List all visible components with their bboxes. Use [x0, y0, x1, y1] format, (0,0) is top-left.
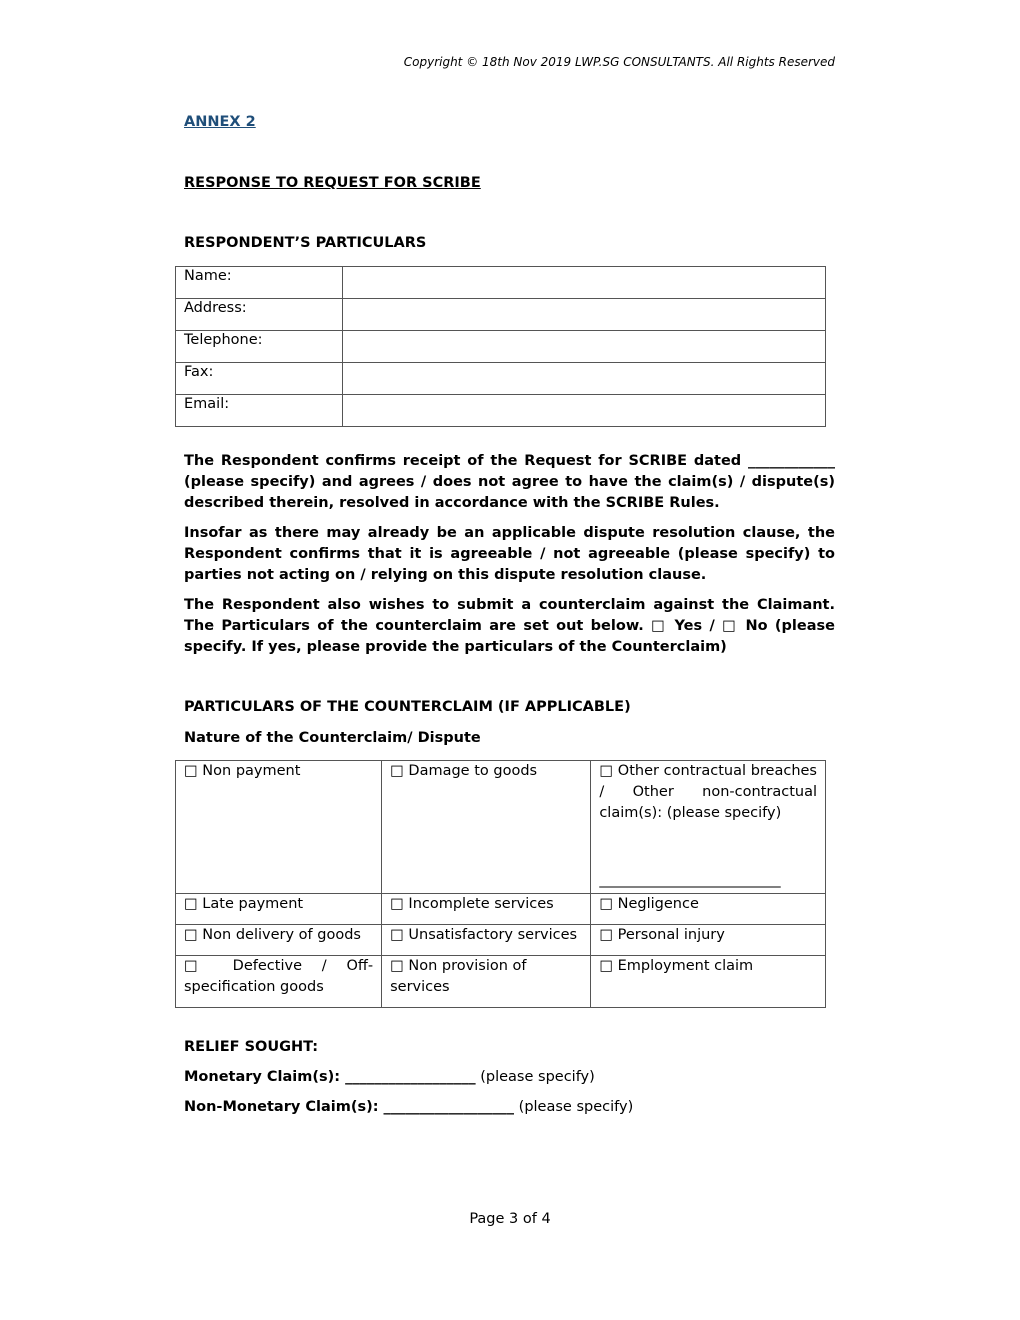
telephone-field[interactable]: [342, 331, 825, 363]
non-monetary-claim-line: [184, 1099, 633, 1115]
counterclaim-paragraph: The Respondent also wishes to submit a counterclaim against the Claimant. The Particulars of the counterclaim are set out below. □ Yes / □ No (please specify. If yes, please provide the particulars of the Counterclaim): [184, 597, 835, 655]
option-damage-to-goods[interactable]: □ Damage to goods: [382, 761, 591, 894]
copyright-notice: Copyright © 18th Nov 2019 LWP.SG CONSULTANTS. All Rights Reserved: [403, 55, 835, 69]
option-defective-goods[interactable]: □ Defective / Off-specification goods: [176, 956, 382, 1008]
option-non-provision[interactable]: □ Non provision of services: [382, 956, 591, 1008]
email-label: Email:: [176, 395, 343, 427]
table-row: [176, 761, 826, 894]
address-label: Address:: [176, 299, 343, 331]
fax-field[interactable]: [342, 363, 825, 395]
non-monetary-claim-note: (please specify): [514, 1099, 634, 1115]
option-non-payment[interactable]: □ Non payment: [176, 761, 382, 894]
dispute-clause-paragraph: Insofar as there may already be an applicable dispute resolution clause, the Respondent confirms that it is agreeable / not agreeable (please specify) to parties not acting on / relying on this dispute resolution clause.: [184, 525, 835, 583]
option-late-payment[interactable]: □ Late payment: [176, 894, 382, 925]
other-breaches-label: □ Other contractual breaches / Other non-contractual claim(s): (please specify): [599, 763, 817, 821]
telephone-label: Telephone:: [176, 331, 343, 363]
other-specify-line[interactable]: _________________________: [599, 872, 781, 888]
option-employment-claim[interactable]: □ Employment claim: [591, 956, 826, 1008]
table-row: [176, 956, 826, 1008]
respondent-particulars-table: [175, 266, 826, 427]
table-row: [176, 363, 826, 395]
relief-heading: RELIEF SOUGHT:: [184, 1039, 319, 1055]
table-row: [176, 299, 826, 331]
option-personal-injury[interactable]: □ Personal injury: [591, 925, 826, 956]
nature-of-counterclaim-table: [175, 760, 826, 1008]
table-row: [176, 894, 826, 925]
option-incomplete-services[interactable]: □ Incomplete services: [382, 894, 591, 925]
table-row: [176, 331, 826, 363]
fax-label: Fax:: [176, 363, 343, 395]
email-field[interactable]: [342, 395, 825, 427]
table-row: [176, 267, 826, 299]
option-non-delivery[interactable]: □ Non delivery of goods: [176, 925, 382, 956]
monetary-claim-note: (please specify): [475, 1069, 595, 1085]
counterclaim-heading: PARTICULARS OF THE COUNTERCLAIM (IF APPLICABLE): [184, 699, 631, 715]
table-row: [176, 925, 826, 956]
monetary-claim-label[interactable]: Monetary Claim(s): __________________: [184, 1069, 476, 1085]
option-unsatisfactory-services[interactable]: □ Unsatisfactory services: [382, 925, 591, 956]
respondent-heading: RESPONDENT’S PARTICULARS: [184, 235, 427, 251]
table-row: [176, 395, 826, 427]
name-label: Name:: [176, 267, 343, 299]
option-negligence[interactable]: □ Negligence: [591, 894, 826, 925]
page-number: Page 3 of 4: [469, 1211, 551, 1227]
confirmation-paragraphs: [184, 451, 835, 667]
option-other-breaches[interactable]: [591, 761, 826, 894]
non-monetary-claim-label[interactable]: Non-Monetary Claim(s): __________________: [184, 1099, 515, 1115]
address-field[interactable]: [342, 299, 825, 331]
nature-heading: Nature of the Counterclaim/ Dispute: [184, 730, 481, 746]
page-title: RESPONSE TO REQUEST FOR SCRIBE: [184, 175, 481, 191]
name-field[interactable]: [342, 267, 825, 299]
monetary-claim-line: [184, 1069, 595, 1085]
receipt-paragraph: The Respondent confirms receipt of the Request for SCRIBE dated ____________ (please specify) and agrees / does not agree to have the claim(s) / dispute(s) described therein, resolved in accordance with the SCRIBE Rules.: [184, 453, 835, 511]
annex-heading: ANNEX 2: [184, 114, 256, 130]
